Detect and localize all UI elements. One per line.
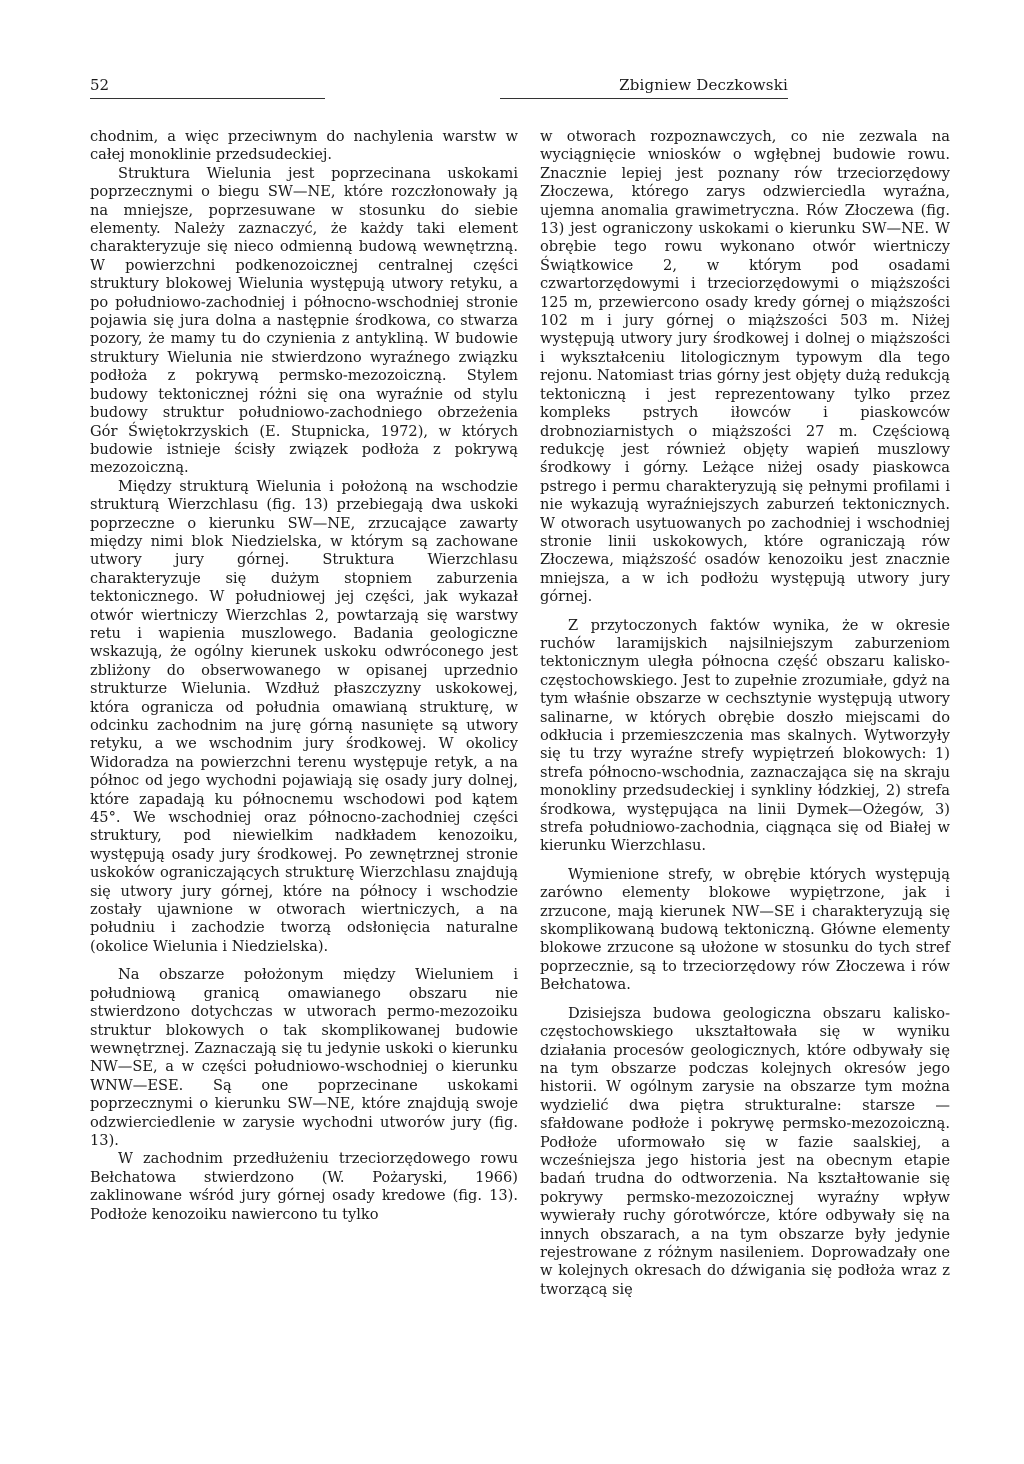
page-number: 52 bbox=[90, 76, 110, 94]
page-header bbox=[90, 76, 788, 98]
left-column bbox=[90, 128, 518, 1368]
header-rule-gap bbox=[325, 96, 500, 101]
paragraph: w otworach rozpoznawczych, co nie zezwala na wyciągnięcie wniosków o wgłębnej budowie rowu. Znacznie lepiej jest poznany rów trzeciorzędowy Złoczewa, którego zarys odzwierciedla wyraźna, ujemna anomalia grawimetryczna. Rów Złoczewa (fig. 13) jest ograniczony uskokami o kierunku SW—NE. W obrębie tego rowu wykonano otwór wiertniczy Świątkowice 2, w którym pod osadami czwartorzędowymi i trzeciorzędowymi o miąższości 125 m, przewiercono osady kredy górnej o miąższości 102 m i jury górnej o miąższości 503 m. Niżej występują utwory jury środkowej i dolnej o miąższości i wykształceniu litologicznym typowym dla tego rejonu. Natomiast trias górny jest objęty dużą redukcją tektoniczną i jest reprezentowany tylko przez kompleks pstrych iłowców i piaskowców drobnoziarnistych o miąższości 27 m. Częściową redukcję jest również objęty wapień muszlowy środkowy i górny. Leżące niżej osady piaskowca pstrego i permu charakteryzują się pełnymi profilami i nie wykazują wyraźniejszych zaburzeń tektonicznych. W otworach usytuowanych po zachodniej i wschodniej stronie linii uskokowych, które ograniczają rów Złoczewa, miąższość osadów kenozoiku jest znacznie mniejsza, a w ich podłożu występują utwory jury górnej. bbox=[540, 128, 950, 606]
right-column bbox=[540, 128, 950, 1368]
paragraph: Struktura Wielunia jest poprzecinana uskokami poprzecznymi o biegu SW—NE, które rozczłonowały ją na mniejsze, poprzesuwane w stosunku do siebie elementy. Należy zaznaczyć, że każdy taki element charakteryzuje się nieco odmienną budową wewnętrzną. W powierzchni podkenozoicznej centralnej części struktury blokowej Wielunia występują utwory retyku, a po południowo-zachodniej i północno-wschodniej stronie pojawia się jura dolna a następnie środkowa, co stwarza pozory, że mamy tu do czynienia z antykliną. W budowie struktury Wielunia nie stwierdzono wyraźnego związku podłoża z pokrywą permsko-mezozoiczną. Stylem budowy tektonicznej różni się ona wyraźnie od stylu budowy struktur południowo-zachodniego obrzeżenia Gór Świętokrzyskich (E. Stupnicka, 1972), w których budowie istnieje ścisły związek podłoża z pokrywą mezozoiczną. bbox=[90, 164, 518, 477]
paragraph: Z przytoczonych faktów wynika, że w okresie ruchów laramijskich najsilniejszym zaburzeniom tektonicznym uległa północna część obszaru kalisko-częstochowskiego. Jest to zupełnie zrozumiałe, gdyż na tym właśnie obszarze w cechsztynie występują utwory salinarne, w których obrębie doszło miejscami do odkłucia i przemieszczenia mas skalnych. Wytworzyły się tu trzy wyraźne strefy wypiętrzeń blokowych: 1) strefa północno-wschodnia, zaznaczająca się na skraju monokliny przedsudeckiej i synkliny łódzkiej, 2) strefa środkowa, występująca na linii Dymek—Ożegów, 3) strefa południowo-zachodnia, ciągnąca się od Białej w kierunku Wierzchlasu. bbox=[540, 616, 950, 855]
paragraph: Dzisiejsza budowa geologiczna obszaru kalisko-częstochowskiego ukształtowała się w wyniku działania procesów geologicznych, które odbywały się na tym obszarze podczas kolejnych okresów jego historii. W ogólnym zarysie na obszarze tym można wydzielić dwa piętra strukturalne: starsze — sfałdowane podłoże i pokrywę permsko-mezozoiczną. Podłoże uformowało się w fazie saalskiej, a wcześniejsza jego historia jest na obecnym etapie badań trudna do odtworzenia. Na kształtowanie się pokrywy permsko-mezozoicznej wyraźny wpływ wywierały ruchy górotwórcze, które odbywały się na innych obszarach, a na tym obszarze były jedynie rejestrowane z różnym nasileniem. Doprowadzały one w kolejnych okresach do dźwigania się podłoża wraz z tworzącą się bbox=[540, 1004, 950, 1298]
running-head-author: Zbigniew Deczkowski bbox=[619, 76, 788, 94]
paragraph: chodnim, a więc przeciwnym do nachylenia warstw w całej monoklinie przedsudeckiej. bbox=[90, 128, 518, 164]
paragraph: W zachodnim przedłużeniu trzeciorzędowego rowu Bełchatowa stwierdzono (W. Pożaryski, 1966) zaklinowane wśród jury górnej osady kredowe (fig. 13). Podłoże kenozoiku nawiercono tu tylko bbox=[90, 1150, 518, 1223]
paragraph: Między strukturą Wielunia i położoną na wschodzie strukturą Wierzchlasu (fig. 13) przebiegają dwa uskoki poprzeczne o kierunku SW—NE, zrzucające zawarty między nimi blok Niedzielska, w którym są zachowane utwory jury górnej. Struktura Wierzchlasu charakteryzuje się dużym stopniem zaburzenia tektonicznego. W południowej jej części, jak wykazał otwór wiertniczy Wierzchlas 2, powtarzają się warstwy retu i wapienia muszlowego. Badania geologiczne wskazują, że ogólny kierunek uskoku odwróconego jest zbliżony do obserwowanego w opisanej uprzednio strukturze Wielunia. Wzdłuż płaszczyzny uskokowej, która ogranicza od południa omawianą strukturę, w odcinku zachodnim na jurę górną nasunięte są utwory retyku, a we wschodnim jury środkowej. W okolicy Widoradza na powierzchni terenu występuje retyk, a na północ od jego wychodni pojawiają się osady jury dolnej, które zapadają ku północnemu wschodowi pod kątem 45°. We wschodniej oraz północno-zachodniej części struktury, pod niewielkim nadkładem kenozoiku, występują osady jury środkowej. Po zewnętrznej stronie uskoków ograniczających strukturę Wierzchlasu znajdują się utwory jury górnej, które na północy i wschodzie zostały ujawnione w otworach wiertniczych, a na południu i zachodzie tworzą odsłonięcia naturalne (okolice Wielunia i Niedzielska). bbox=[90, 477, 518, 955]
paragraph: Na obszarze położonym między Wieluniem i południową granicą omawianego obszaru nie stwierdzono dotychczas w utworach permo-mezozoiku struktur blokowych o tak skomplikowanej budowie wewnętrznej. Zaznaczają się tu jedynie uskoki o kierunku NW—SE, a w części południowo-wschodniej o kierunku WNW—ESE. Są one poprzecinane uskokami poprzecznymi o kierunku SW—NE, które znajdują swoje odzwierciedlenie w zarysie wychodni utworów jury (fig. 13). bbox=[90, 966, 518, 1149]
paragraph: Wymienione strefy, w obrębie których występują zarówno elementy blokowe wypiętrzone, jak i zrzucone, mają kierunek NW—SE i charakteryzują się skomplikowaną budową tektoniczną. Główne elementy blokowe zrzucone są ułożone w stosunku do tych stref poprzecznie, są to trzeciorzędowy rów Złoczewa i rów Bełchatowa. bbox=[540, 865, 950, 994]
